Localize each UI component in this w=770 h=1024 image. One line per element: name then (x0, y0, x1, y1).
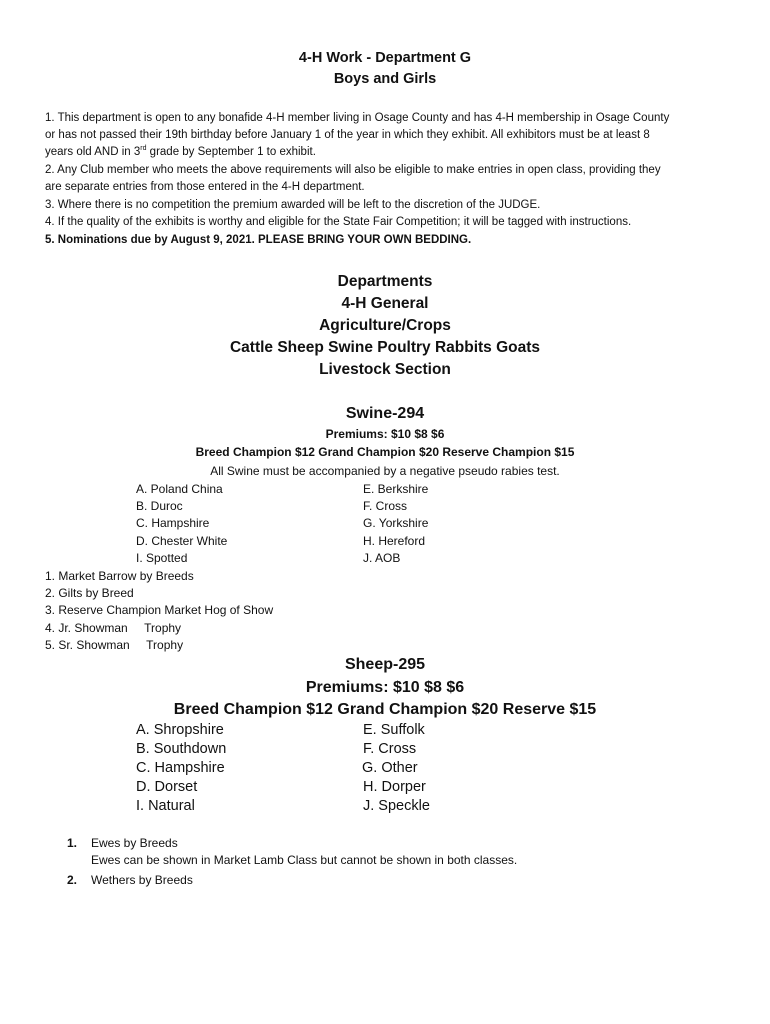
swine-breed: F. Cross (363, 499, 408, 513)
swine-class: 2. Gilts by Breed (45, 586, 134, 600)
rule-2-line-2: are separate entries from those entered in the 4-H department. (45, 181, 365, 193)
sheep-title: Sheep-295 (344, 656, 426, 673)
swine-champions: Breed Champion $12 Grand Champion $20 Reserve Champion $15 (195, 445, 575, 459)
sheep-breed: B. Southdown (136, 741, 227, 757)
swine-class: 5. Sr. Showman Trophy (45, 638, 184, 652)
rule-3: 3. Where there is no competition the premium awarded will be left to the discretion of the JUDGE. (45, 199, 541, 211)
department-item: 4-H General (341, 295, 429, 312)
sheep-class-number: 2. (67, 873, 78, 887)
swine-breed: G. Yorkshire (363, 516, 429, 530)
swine-note: All Swine must be accompanied by a negative pseudo rabies test. (210, 464, 560, 478)
sheep-breed: H. Dorper (363, 779, 426, 795)
sheep-breed: F. Cross (363, 741, 417, 757)
sheep-class: Wethers by Breeds (91, 873, 193, 887)
sheep-breed: D. Dorset (136, 779, 198, 795)
department-item: Cattle Sheep Swine Poultry Rabbits Goats (229, 339, 541, 356)
rule-1-line-3 (45, 144, 316, 161)
swine-breed: D. Chester White (136, 534, 228, 548)
sheep-breed: C. Hampshire (136, 760, 225, 776)
rule-5-nominations: 5. Nominations due by August 9, 2021. PLEASE BRING YOUR OWN BEDDING. (45, 234, 472, 246)
rule-4: 4. If the quality of the exhibits is worthy and eligible for the State Fair Competition; it will be tagged with instructions. (45, 216, 632, 228)
sheep-class-note: Ewes can be shown in Market Lamb Class but cannot be shown in both classes. (91, 853, 518, 867)
swine-breed: A. Poland China (136, 482, 223, 496)
swine-breed: J. AOB (363, 551, 401, 565)
rule-1-superscript: rd (140, 145, 147, 153)
swine-breed: B. Duroc (136, 499, 183, 513)
swine-class: 4. Jr. Showman Trophy (45, 621, 182, 635)
sheep-breed: E. Suffolk (363, 722, 425, 738)
page-title: 4-H Work - Department G (298, 50, 472, 66)
sheep-class-number: 1. (67, 836, 78, 850)
swine-breed: H. Hereford (363, 534, 426, 548)
sheep-breed: A. Shropshire (136, 722, 224, 738)
sheep-premiums: Premiums: $10 $8 $6 (305, 679, 465, 696)
sheep-breed: J. Speckle (363, 798, 430, 814)
swine-premiums: Premiums: $10 $8 $6 (325, 427, 445, 441)
rule-1-line-3-end: grade by September 1 to exhibit. (146, 146, 316, 158)
sheep-champions: Breed Champion $12 Grand Champion $20 Reserve $15 (173, 701, 597, 718)
sheep-breed: I. Natural (136, 798, 195, 814)
page-subtitle: Boys and Girls (333, 71, 437, 87)
department-item: Agriculture/Crops (319, 317, 451, 334)
swine-title: Swine-294 (345, 405, 425, 422)
rule-1-line-3-text: years old AND in 3 (45, 146, 141, 158)
departments-heading: Departments (337, 273, 433, 290)
swine-class: 3. Reserve Champion Market Hog of Show (45, 603, 274, 617)
swine-breed: E. Berkshire (363, 482, 429, 496)
sheep-class: Ewes by Breeds (91, 836, 178, 850)
rule-1-line-1: 1. This department is open to any bonafide 4-H member living in Osage County and has 4-H membership in Osage County (45, 112, 670, 124)
swine-class: 1. Market Barrow by Breeds (45, 569, 194, 583)
sheep-breed: G. Other (362, 760, 418, 776)
department-item: Livestock Section (319, 361, 451, 378)
swine-breed: I. Spotted (136, 551, 188, 565)
rule-2-line-1: 2. Any Club member who meets the above requirements will also be eligible to make entries in open class, providing they (45, 164, 661, 176)
swine-breed: C. Hampshire (136, 516, 210, 530)
rule-1-line-2: or has not passed their 19th birthday before January 1 of the year in which they exhibit. All exhibitors must be at least 8 (45, 129, 650, 141)
